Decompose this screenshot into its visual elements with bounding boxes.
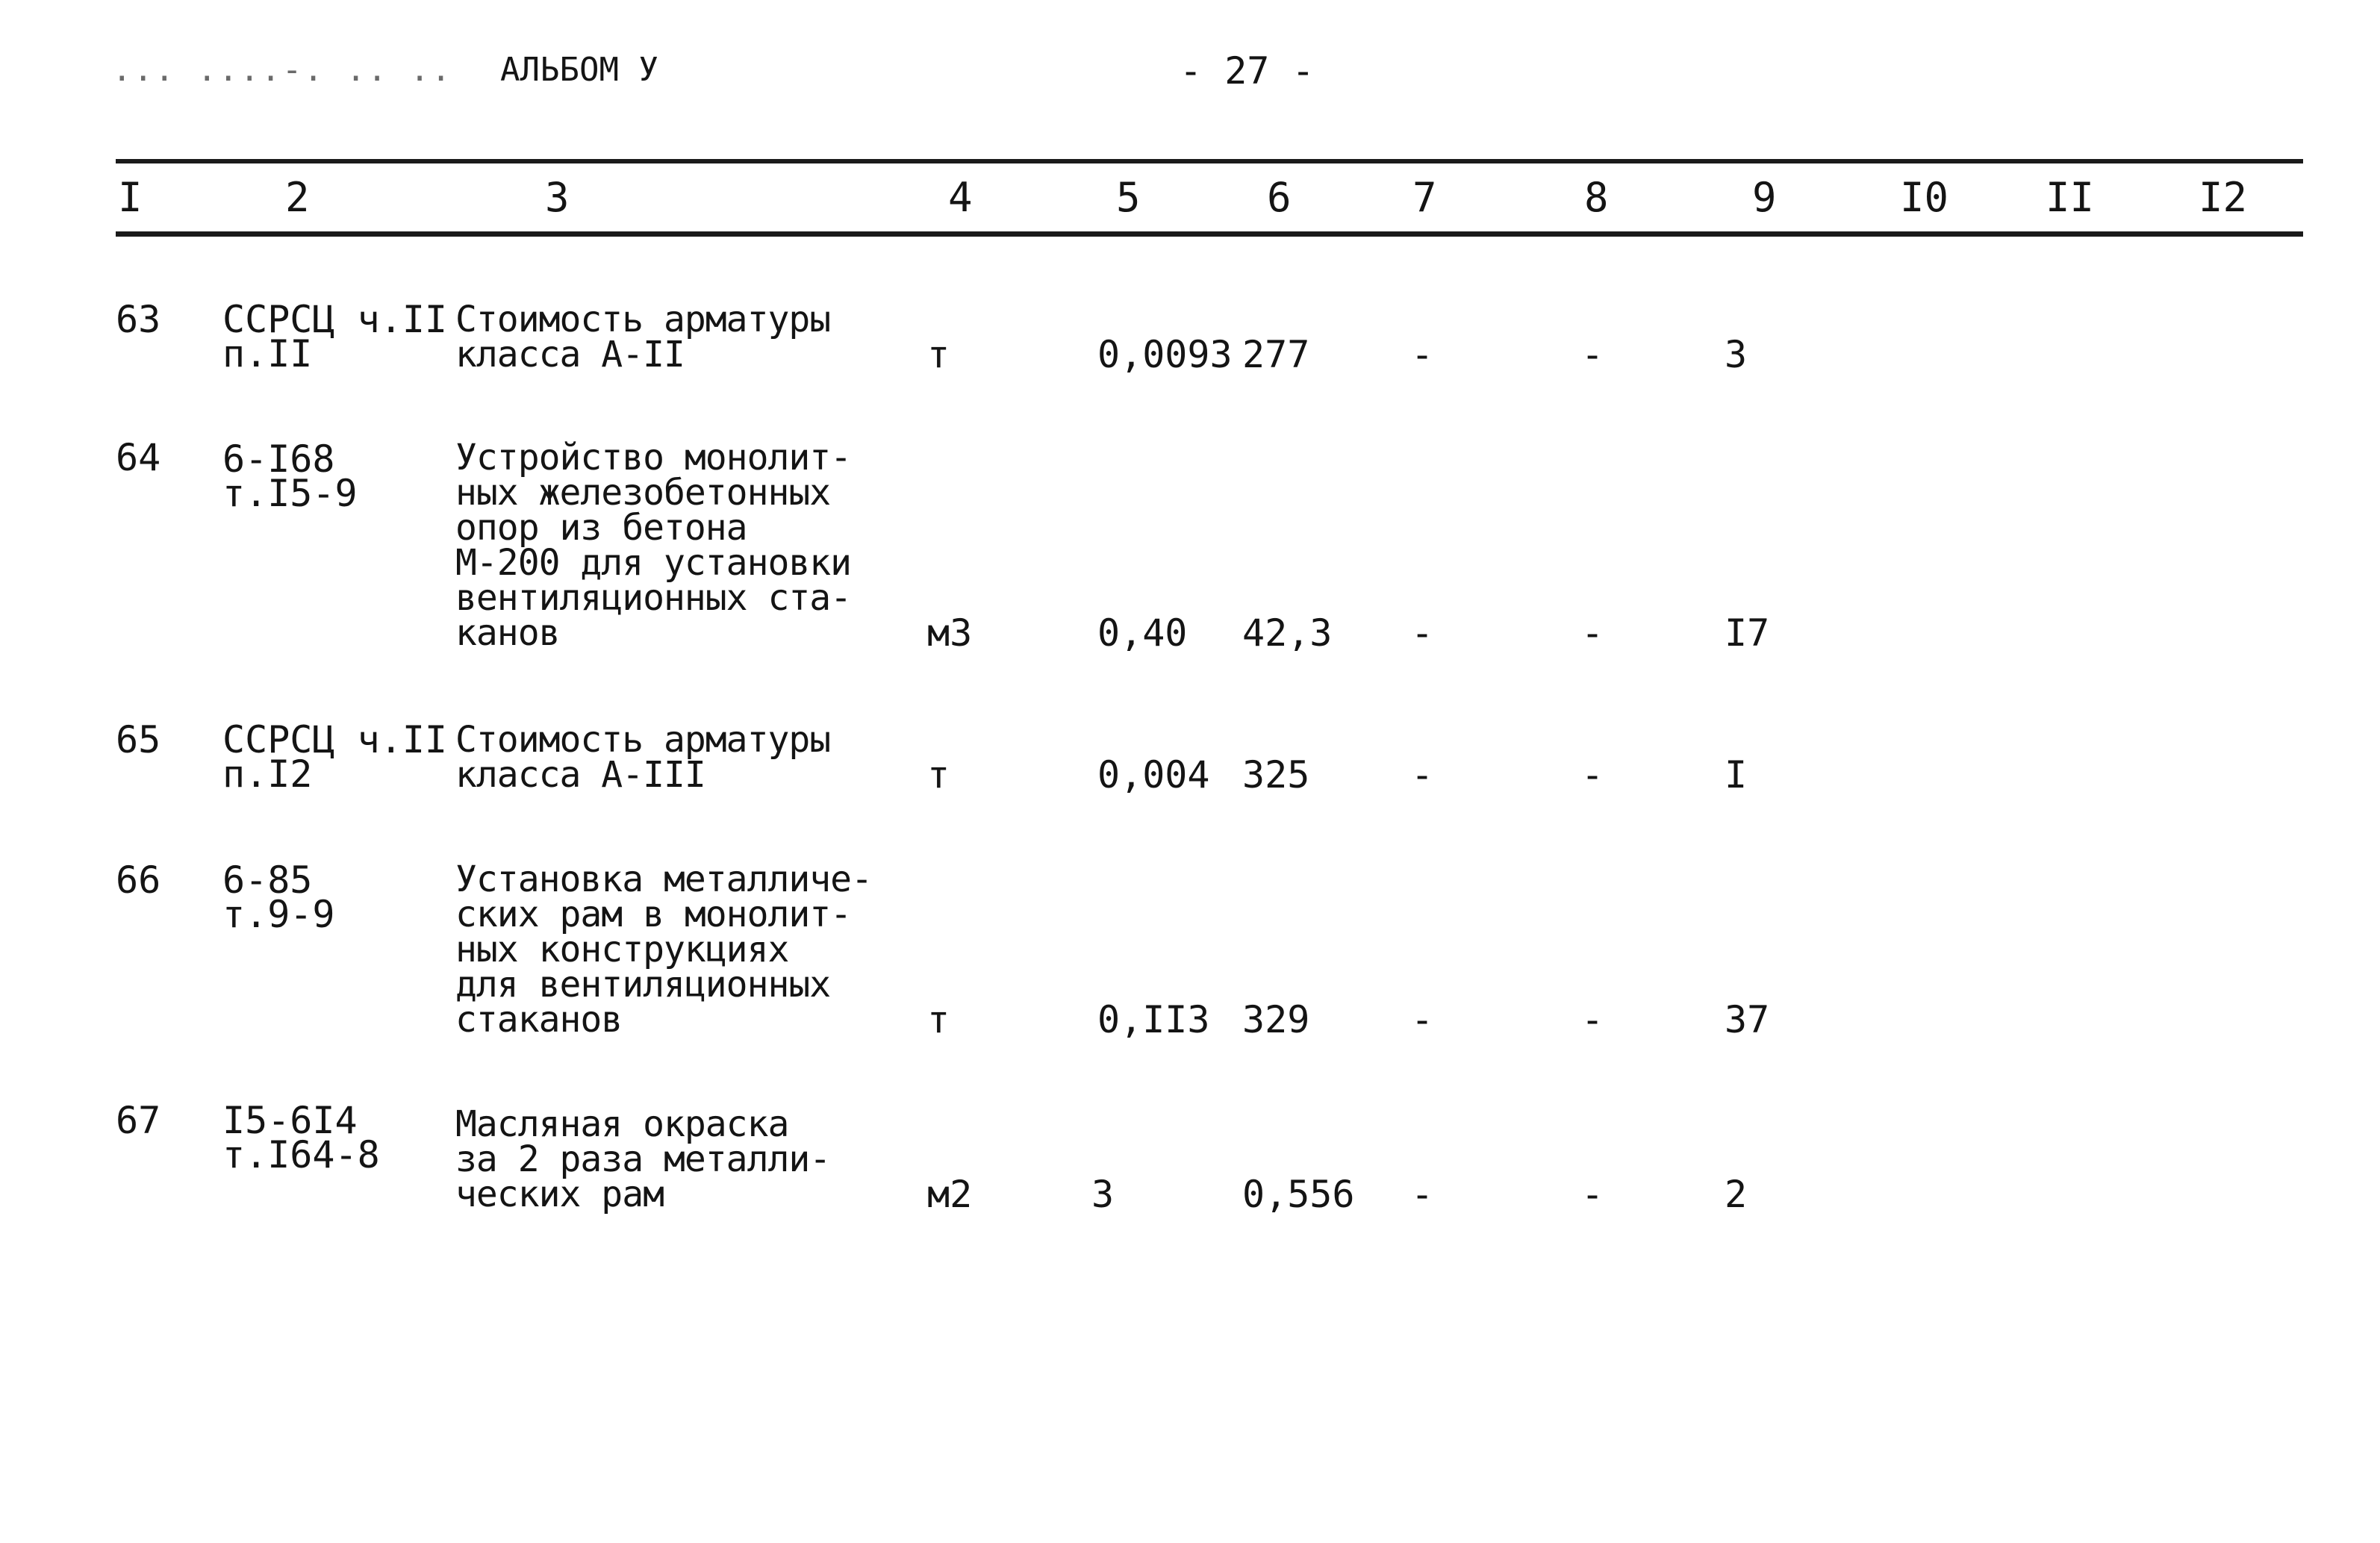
- document-code: ... ....-. .. ..: [112, 51, 452, 89]
- description-line: класса А-II: [455, 334, 685, 375]
- description-line: стаканов: [455, 999, 623, 1041]
- column-number: 2: [285, 174, 310, 221]
- quantity: 0,II3: [1097, 998, 1210, 1041]
- description-line: ных железобетонных: [455, 472, 831, 514]
- unit-price: 42,3: [1242, 611, 1333, 655]
- description-line: Стоимость арматуры: [455, 719, 831, 761]
- column-9-value: 3: [1725, 333, 1748, 376]
- quantity: 0,40: [1097, 611, 1188, 655]
- row-number: 65: [116, 718, 161, 761]
- unit: т: [927, 753, 950, 797]
- page-number: - 27 -: [1180, 49, 1315, 93]
- quantity: 3: [1091, 1173, 1115, 1216]
- column-number: 7: [1412, 174, 1437, 221]
- column-number: 6: [1267, 174, 1292, 221]
- column-7-value: -: [1411, 611, 1434, 655]
- norm-code-line: 6-85: [222, 858, 313, 902]
- norm-code-line: т.9-9: [222, 893, 335, 936]
- column-number: I2: [2199, 174, 2248, 221]
- column-number: 8: [1584, 174, 1609, 221]
- column-8-value: -: [1581, 611, 1604, 655]
- description-line: М-200 для установки: [455, 542, 852, 584]
- column-9-value: 2: [1725, 1173, 1748, 1216]
- table-top-rule: [116, 159, 2303, 163]
- description-line: Стоимость арматуры: [455, 299, 831, 340]
- column-9-value: I: [1725, 753, 1748, 797]
- norm-code-line: ССРСЦ ч.II: [222, 298, 448, 341]
- column-8-value: -: [1581, 333, 1604, 376]
- column-number: 5: [1116, 174, 1141, 221]
- column-7-value: -: [1411, 1173, 1434, 1216]
- description-line: Устройство монолит-: [455, 437, 852, 479]
- column-9-value: 37: [1725, 998, 1770, 1041]
- row-number: 67: [116, 1099, 161, 1142]
- norm-code-line: I5-6I4: [222, 1099, 358, 1142]
- description-line: опор из бетона: [455, 507, 747, 549]
- norm-code-line: п.I2: [222, 752, 313, 796]
- unit-price: 329: [1242, 998, 1310, 1041]
- norm-code-line: т.I64-8: [222, 1133, 380, 1176]
- description-line: Масляная окраска: [455, 1103, 789, 1145]
- description-line: Установка металличе-: [455, 858, 872, 900]
- unit: м2: [927, 1173, 973, 1216]
- description-line: ных конструкциях: [455, 929, 789, 970]
- unit-price: 325: [1242, 753, 1310, 797]
- column-number: I0: [1900, 174, 1949, 221]
- column-7-value: -: [1411, 998, 1434, 1041]
- table-header-rule: [116, 231, 2303, 237]
- column-number: 3: [545, 174, 570, 221]
- column-7-value: -: [1411, 753, 1434, 797]
- column-number: I: [118, 174, 143, 221]
- description-line: вентиляционных ста-: [455, 577, 852, 619]
- description-line: ческих рам: [455, 1173, 664, 1215]
- norm-code-line: 6-I68: [222, 437, 335, 481]
- description-line: класса А-III: [455, 754, 705, 796]
- description-line: за 2 раза металли-: [455, 1138, 831, 1180]
- row-number: 64: [116, 436, 161, 479]
- row-number: 66: [116, 858, 161, 902]
- row-number: 63: [116, 298, 161, 341]
- norm-code-line: т.I5-9: [222, 472, 358, 515]
- column-number: 4: [948, 174, 973, 221]
- quantity: 0,0093: [1097, 333, 1233, 376]
- norm-code-line: ССРСЦ ч.II: [222, 718, 448, 761]
- column-8-value: -: [1581, 998, 1604, 1041]
- column-8-value: -: [1581, 1173, 1604, 1216]
- description-line: для вентиляционных: [455, 964, 831, 1006]
- unit: т: [927, 333, 950, 376]
- column-8-value: -: [1581, 753, 1604, 797]
- column-9-value: I7: [1725, 611, 1770, 655]
- description-line: ских рам в монолит-: [455, 894, 852, 935]
- description-line: канов: [455, 612, 560, 654]
- unit: т: [927, 998, 950, 1041]
- unit-price: 0,556: [1242, 1173, 1355, 1216]
- album-label: АЛЬБОМ У: [500, 51, 658, 89]
- unit: м3: [927, 611, 973, 655]
- quantity: 0,004: [1097, 753, 1210, 797]
- unit-price: 277: [1242, 333, 1310, 376]
- column-number: 9: [1752, 174, 1777, 221]
- column-number: II: [2046, 174, 2095, 221]
- column-7-value: -: [1411, 333, 1434, 376]
- norm-code-line: п.II: [222, 332, 313, 375]
